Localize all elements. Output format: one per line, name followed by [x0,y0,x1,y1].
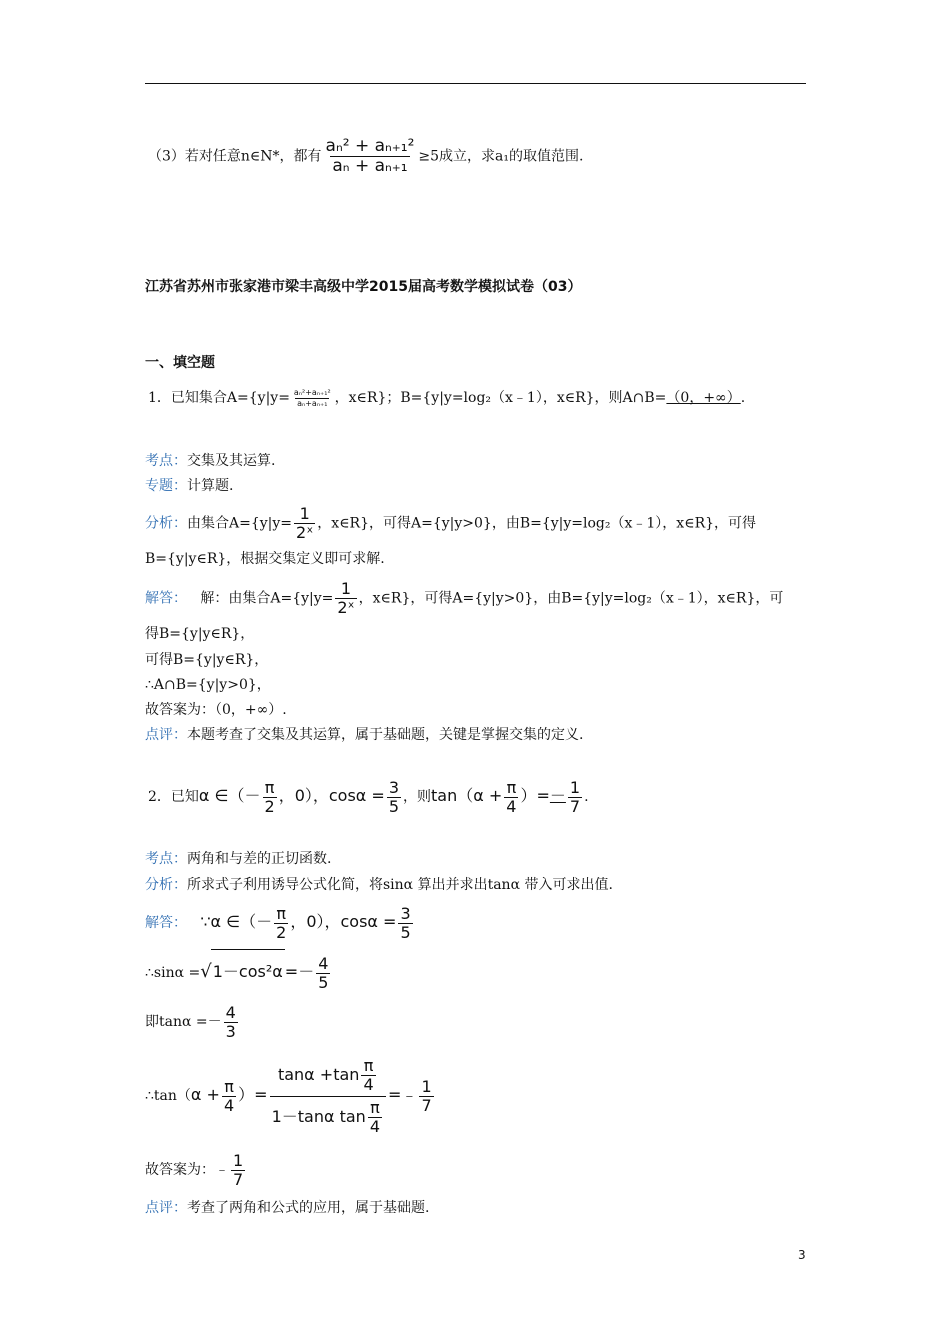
q1-line-b3: ∴A∩B={y|y>0}， [145,677,271,693]
q2-stem: 2．已知α ∈（－ $\frac{\pi}{2}$ ，0），cosα = $\frac{3}{5}$ ，则tan（α + $\frac{\pi}{4}$ ）=－ $\frac{1}{7}$ . [148,777,589,816]
q2-dianping: 点评：考查了两角和公式的应用，属于基础题. [145,1200,430,1216]
q2-jieda: 解答： ∵α ∈（－ $\frac{\pi}{2}$ ，0），cosα = $\frac{3}{5}$ [145,903,411,942]
q1-line-b1: 得B={y|y∈R}， [145,626,255,642]
page-number: 3 [798,1248,806,1262]
prev-problem [148,138,583,175]
q1-fenxi-line2: B={y|y∈R}，根据交集定义即可求解. [145,551,385,567]
q1-fraction: $\frac{\text{aₙ²+aₙ₊₁²}}{\text{aₙ+aₙ₊₁}}$ [293,387,331,408]
q1-line-b4: 故答案为：（0，+∞）. [145,702,287,718]
tan-sum-fraction: tanα +tan $\frac{\pi}{4}$ 1－tanα tan $\frac{\pi}{4}$ [270,1058,386,1135]
q1-answer: （0，+∞） [666,390,741,406]
q1-zhuanti: 专题：计算题. [145,478,234,494]
q2-answer: $\frac{1}{7}$ [569,777,581,816]
fraction-denominator: aₙ + aₙ₊₁ [332,156,408,176]
q2-tan: 即tanα =－ $\frac{4}{3}$ [145,1002,236,1041]
q1-fenxi: 分析：由集合A={y|y= $\frac{1}{\text{2ˣ}}$ ，x∈R}，可得A={y|y>0}，由B={y|y=log₂（x﹣1），x∈R}，可得 [145,504,757,542]
exam-title: 江苏省苏州市张家港市梁丰高级中学2015届高考数学模拟试卷（03） [145,279,582,295]
prev-problem-prefix: （3）若对任意n∈N*，都有 [148,148,322,165]
header-rule [145,83,806,84]
prev-problem-fraction [324,138,417,175]
q1-stem: 1．已知集合A={y|y= $\frac{\text{aₙ²+aₙ₊₁²}}{\text{aₙ+aₙ₊₁}}$ ，x∈R}；B={y|y=log₂（x﹣1），x∈R}，则A∩B=（0，+∞）. [148,387,746,408]
q2-kaodian: 考点：两角和与差的正切函数. [145,851,332,867]
q2-final: 故答案为：﹣ $\frac{1}{7}$ [145,1150,244,1189]
q2-fenxi: 分析：所求式子利用诱导公式化简，将sinα 算出并求出tanα 带入可求出值. [145,877,613,893]
q2-tan-sum: ∴tan（α + $\frac{\pi}{4}$ ）= tanα +tan $\frac{\pi}{4}$ 1－tanα tan $\frac{\pi}{4}$ =﹣ $\frac{1}{7}$ [145,1055,432,1136]
section-title: 一、填空题 [145,355,215,371]
prev-problem-suffix: ≥5成立，求a₁的取值范围. [418,148,584,165]
q1-jieda: 解答： 解：由集合A={y|y= $\frac{1}{\text{2ˣ}}$ ，x∈R}，可得A={y|y>0}，由B={y|y=log₂（x﹣1），x∈R}，可 [145,579,784,617]
q2-sin: ∴sinα =√1－cos²α =－ $\frac{4}{5}$ [145,949,332,995]
fraction-numerator: aₙ² + aₙ₊₁² [325,136,415,156]
q1-dianping: 点评：本题考查了交集及其运算，属于基础题，关键是掌握交集的定义. [145,727,584,743]
q1-line-b2: 可得B={y|y∈R}， [145,652,269,668]
q1-kaodian: 考点：交集及其运算. [145,453,276,469]
